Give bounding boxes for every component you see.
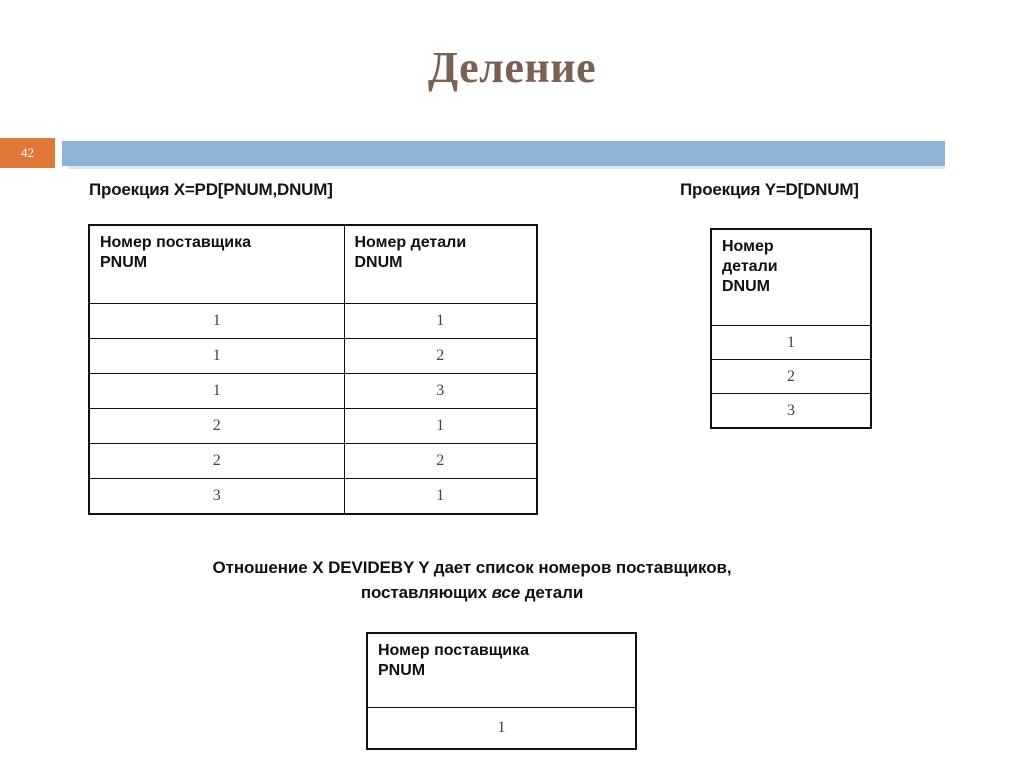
table-row: [89, 339, 537, 374]
column-header-dnum-line1: Номер детали: [354, 234, 467, 251]
header-band: [0, 138, 1024, 172]
explanation-line-2-after: детали: [520, 582, 584, 602]
table-row: [711, 394, 871, 429]
table-header-row: [367, 633, 636, 708]
table-row: [89, 374, 537, 409]
cell-pnum: 2: [89, 409, 344, 444]
table-row: [89, 444, 537, 479]
explanation-line-2-before: поставляющих: [360, 582, 492, 602]
cell-dnum: 2: [344, 339, 537, 374]
cell-pnum: 1: [367, 708, 636, 750]
table-row: [89, 479, 537, 515]
column-header-pnum-line1: Номер поставщика: [100, 234, 252, 251]
column-header-pnum: [89, 225, 344, 304]
table-header-row: [711, 229, 871, 326]
header-accent-bar-shadow: [68, 166, 945, 169]
cell-pnum: 2: [89, 444, 344, 479]
table-header-row: [89, 225, 537, 304]
table-row: [89, 304, 537, 339]
column-header-dnum: [711, 229, 871, 326]
cell-pnum: 1: [89, 304, 344, 339]
column-header-dnum-line1: Номер: [722, 238, 774, 255]
cell-dnum: 1: [711, 326, 871, 360]
page-title: Деление: [427, 43, 597, 92]
explanation-line-2-emphasis: все: [491, 582, 521, 602]
column-header-dnum-line3: DNUM: [722, 278, 770, 295]
slide-number-badge: 42: [0, 138, 55, 168]
cell-dnum: 2: [344, 444, 537, 479]
projection-y-label: Проекция Y=D[DNUM]: [680, 180, 859, 199]
table-row: [711, 326, 871, 360]
column-header-pnum-line2: PNUM: [378, 662, 426, 679]
column-header-dnum-line2: детали: [722, 258, 778, 275]
explanation-line-1: Отношение X DEVIDEBY Y дает список номеров поставщиков,: [212, 558, 732, 577]
cell-dnum: 1: [344, 479, 537, 515]
table-row: [711, 360, 871, 394]
cell-dnum: 3: [711, 394, 871, 429]
table-row: [367, 708, 636, 750]
cell-dnum: 1: [344, 304, 537, 339]
cell-dnum: 3: [344, 374, 537, 409]
table-row: [89, 409, 537, 444]
column-header-pnum-line2: PNUM: [100, 254, 148, 271]
column-header-pnum: [367, 633, 636, 708]
cell-pnum: 1: [89, 339, 344, 374]
projection-x-label: Проекция X=PD[PNUM,DNUM]: [89, 180, 333, 199]
explanation-line-2: [62, 581, 882, 606]
cell-pnum: 3: [89, 479, 344, 515]
column-header-dnum-line2: DNUM: [354, 254, 403, 271]
cell-pnum: 1: [89, 374, 344, 409]
result-table: [366, 632, 637, 750]
column-header-dnum: [344, 225, 537, 304]
column-header-pnum-line1: Номер поставщика: [378, 642, 530, 659]
explanation-text: [62, 556, 882, 605]
cell-dnum: 1: [344, 409, 537, 444]
projection-x-table: [88, 224, 538, 515]
projection-y-table: [710, 228, 872, 429]
header-accent-bar: [62, 141, 945, 166]
cell-dnum: 2: [711, 360, 871, 394]
